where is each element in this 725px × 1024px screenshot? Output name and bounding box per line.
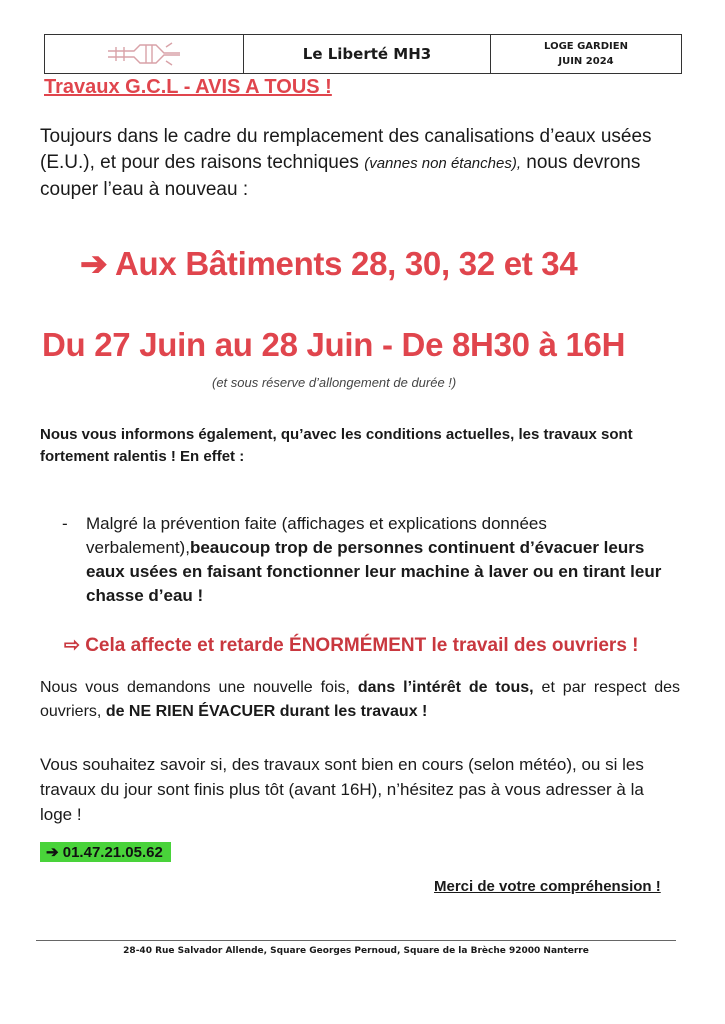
notice-title: Travaux G.C.L - AVIS A TOUS ! xyxy=(44,76,332,98)
bullet-text xyxy=(86,512,684,608)
document-header xyxy=(44,34,682,74)
footer-address: 28-40 Rue Salvador Allende, Square Georges Pernoud, Square de la Brèche 92000 Nanterre xyxy=(123,946,589,956)
request-text-2: dans l’intérêt de tous, xyxy=(357,679,534,696)
request-text-3: et par respect des ouvriers, xyxy=(40,679,681,720)
building-plan-logo-icon xyxy=(106,41,182,67)
intro-text-1: Toujours dans le cadre du remplacement des canalisations d’eaux usées (E.U.), et pour des raisons techniques xyxy=(40,126,652,173)
thanks-signoff: Merci de votre compréhension ! xyxy=(434,878,661,895)
bullet-text-bold: beaucoup trop de personnes continuent d’évacuer leurs eaux usées en faisant fonctionner leur machine à laver ou en tirant leur chasse d’eau ! xyxy=(86,538,662,605)
phone-number: 01.47.21.05.62 xyxy=(62,844,163,861)
hollow-arrow-icon: ⇨ xyxy=(64,635,80,656)
bullet-text-normal: Malgré la prévention faite (affichages et explications données verbalement), xyxy=(86,514,547,557)
bullet-item xyxy=(62,512,684,608)
bullet-dash: - xyxy=(62,514,68,533)
loge-label: LOGE GARDIEN xyxy=(544,41,628,52)
buildings-heading xyxy=(80,244,577,283)
footer-divider xyxy=(36,940,676,941)
impact-text: Cela affecte et retarde ÉNORMÉMENT le travail des ouvriers ! xyxy=(85,635,639,656)
residence-title: Le Liberté MH3 xyxy=(244,35,491,73)
request-paragraph xyxy=(40,676,680,724)
dates-heading: Du 27 Juin au 28 Juin - De 8H30 à 16H xyxy=(42,326,626,363)
right-arrow-icon: ➔ xyxy=(80,245,108,282)
request-text-1: Nous vous demandons une nouvelle fois, xyxy=(40,679,350,696)
intro-text-2: nous devrons couper l’eau à nouveau : xyxy=(40,152,641,200)
contact-paragraph: Vous souhaitez savoir si, des travaux sont bien en cours (selon météo), ou si les travaux du jour sont finis plus tôt (avant 16H), n’hésitez pas à vous adresser à la loge ! xyxy=(40,755,644,824)
notice-date: JUIN 2024 xyxy=(558,56,614,67)
intro-paragraph xyxy=(40,124,690,203)
impact-warning xyxy=(64,634,639,657)
buildings-text: Aux Bâtiments 28, 30, 32 et 34 xyxy=(115,245,578,282)
request-text-4: de NE RIEN ÉVACUER durant les travaux ! xyxy=(105,703,428,720)
intro-italic-note: (vannes non étanches), xyxy=(364,155,521,172)
phone-arrow-icon: ➔ xyxy=(46,844,59,861)
duration-disclaimer: (et sous réserve d’allongement de durée !) xyxy=(212,375,457,390)
phone-highlight xyxy=(40,842,171,862)
inform-paragraph: Nous vous informons également, qu’avec les conditions actuelles, les travaux sont fortement ralentis ! En effet : xyxy=(40,426,633,465)
logo-cell xyxy=(45,35,244,73)
loge-info xyxy=(491,35,681,73)
